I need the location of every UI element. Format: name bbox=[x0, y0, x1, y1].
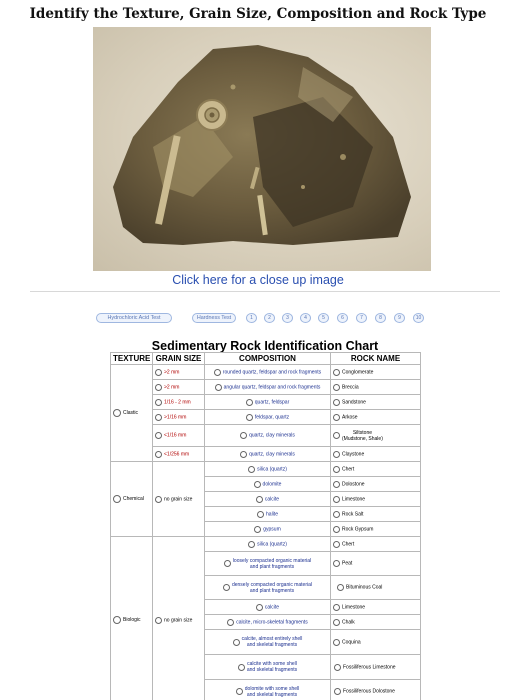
rock-cell: Rock Gypsum bbox=[331, 522, 421, 537]
grain-radio[interactable] bbox=[155, 384, 162, 391]
texture-biologic-cell: Biologic bbox=[111, 537, 153, 700]
rock-radio[interactable] bbox=[337, 584, 344, 591]
grain-radio[interactable] bbox=[155, 369, 162, 376]
rock-radio[interactable] bbox=[334, 688, 341, 695]
composition-cell: calcite with some shell and skeletal fragments bbox=[205, 655, 331, 680]
rock-cell: Limestone bbox=[331, 600, 421, 615]
composition-cell: silica (quartz) bbox=[205, 537, 331, 552]
composition-cell: calcite, almost entirely shell and skeletal fragments bbox=[205, 630, 331, 655]
page-3-button[interactable]: 3 bbox=[282, 313, 293, 323]
rock-cell: Dolostone bbox=[331, 477, 421, 492]
texture-chemical-radio[interactable] bbox=[113, 495, 121, 503]
composition-cell: dolomite bbox=[205, 477, 331, 492]
rock-cell: Fossiliferous Limestone bbox=[331, 655, 421, 680]
rock-radio[interactable] bbox=[333, 496, 340, 503]
header-texture: TEXTURE bbox=[111, 353, 153, 365]
rock-image bbox=[93, 27, 431, 271]
grain-radio[interactable] bbox=[155, 432, 162, 439]
composition-cell: dolomite with some shell and skeletal fragments bbox=[205, 680, 331, 700]
page-9-button[interactable]: 9 bbox=[394, 313, 405, 323]
grain-cell: >1/16 mm bbox=[153, 410, 205, 425]
rock-radio[interactable] bbox=[333, 399, 340, 406]
composition-cell: calcite bbox=[205, 600, 331, 615]
page-4-button[interactable]: 4 bbox=[300, 313, 311, 323]
rock-cell: Peat bbox=[331, 552, 421, 576]
grain-radio[interactable] bbox=[155, 496, 162, 503]
grain-cell: <1/16 mm bbox=[153, 425, 205, 447]
rock-radio[interactable] bbox=[333, 560, 340, 567]
page-2-button[interactable]: 2 bbox=[264, 313, 275, 323]
rock-cell: Fossiliferous Dolostone bbox=[331, 680, 421, 700]
rock-cell: Limestone bbox=[331, 492, 421, 507]
rock-cell: Rock Salt bbox=[331, 507, 421, 522]
identification-chart bbox=[110, 352, 421, 700]
page-6-button[interactable]: 6 bbox=[337, 313, 348, 323]
rock-radio[interactable] bbox=[333, 619, 340, 626]
texture-biologic-radio[interactable] bbox=[113, 616, 121, 624]
grain-radio[interactable] bbox=[155, 451, 162, 458]
divider bbox=[30, 291, 500, 292]
composition-cell: feldspar, quartz bbox=[205, 410, 331, 425]
rock-radio[interactable] bbox=[333, 432, 340, 439]
header-composition: COMPOSITION bbox=[205, 353, 331, 365]
rock-radio[interactable] bbox=[333, 541, 340, 548]
rock-radio[interactable] bbox=[333, 451, 340, 458]
chart-title: Sedimentary Rock Identification Chart bbox=[151, 339, 379, 353]
composition-cell: densely compacted organic material and plant fragments bbox=[205, 576, 331, 600]
rock-radio[interactable] bbox=[333, 369, 340, 376]
composition-radio[interactable] bbox=[214, 369, 221, 376]
page-5-button[interactable]: 5 bbox=[318, 313, 329, 323]
composition-cell: quartz, clay minerals bbox=[205, 425, 331, 447]
rock-radio[interactable] bbox=[333, 414, 340, 421]
composition-cell: loosely compacted organic material and plant fragments bbox=[205, 552, 331, 576]
page-10-button[interactable]: 10 bbox=[413, 313, 424, 323]
page-8-button[interactable]: 8 bbox=[375, 313, 386, 323]
composition-radio[interactable] bbox=[236, 688, 243, 695]
composition-radio[interactable] bbox=[256, 604, 263, 611]
grain-radio[interactable] bbox=[155, 414, 162, 421]
composition-radio[interactable] bbox=[240, 432, 247, 439]
rock-radio[interactable] bbox=[333, 466, 340, 473]
header-grain-size: GRAIN SIZE bbox=[153, 353, 205, 365]
hcl-test-button[interactable]: Hydrochloric Acid Test bbox=[96, 313, 172, 323]
rock-cell: Coquina bbox=[331, 630, 421, 655]
composition-radio[interactable] bbox=[254, 481, 261, 488]
rock-cell: Sandstone bbox=[331, 395, 421, 410]
hardness-test-button[interactable]: Hardness Test bbox=[192, 313, 236, 323]
rock-radio[interactable] bbox=[333, 511, 340, 518]
grain-cell: <1/256 mm bbox=[153, 447, 205, 462]
page-7-button[interactable]: 7 bbox=[356, 313, 367, 323]
composition-cell: gypsum bbox=[205, 522, 331, 537]
grain-radio[interactable] bbox=[155, 617, 162, 624]
composition-radio[interactable] bbox=[233, 639, 240, 646]
composition-cell: angular quartz, feldspar and rock fragments bbox=[205, 380, 331, 395]
rock-cell: Siltstone (Mudstone, Shale) bbox=[331, 425, 421, 447]
composition-radio[interactable] bbox=[256, 496, 263, 503]
composition-radio[interactable] bbox=[223, 584, 230, 591]
rock-cell: Chert bbox=[331, 537, 421, 552]
rock-cell: Conglomerate bbox=[331, 365, 421, 380]
grain-cell: no grain size bbox=[153, 537, 205, 700]
page-1-button[interactable]: 1 bbox=[246, 313, 257, 323]
header-rock-name: ROCK NAME bbox=[331, 353, 421, 365]
composition-radio[interactable] bbox=[246, 414, 253, 421]
composition-radio[interactable] bbox=[238, 664, 245, 671]
texture-clastic-cell: Clastic bbox=[111, 365, 153, 462]
rock-cell: Bituminous Coal bbox=[331, 576, 421, 600]
composition-radio[interactable] bbox=[248, 541, 255, 548]
rock-photo bbox=[93, 27, 431, 271]
rock-radio[interactable] bbox=[333, 639, 340, 646]
composition-cell: halite bbox=[205, 507, 331, 522]
texture-clastic-radio[interactable] bbox=[113, 409, 121, 417]
rock-cell: Chert bbox=[331, 462, 421, 477]
page-title: Identify the Texture, Grain Size, Composition and Rock Type bbox=[29, 6, 487, 22]
composition-radio[interactable] bbox=[246, 399, 253, 406]
grain-radio[interactable] bbox=[155, 399, 162, 406]
composition-cell: silica (quartz) bbox=[205, 462, 331, 477]
composition-cell: quartz, clay minerals bbox=[205, 447, 331, 462]
composition-radio[interactable] bbox=[254, 526, 261, 533]
grain-cell: >2 mm bbox=[153, 380, 205, 395]
rock-cell: Chalk bbox=[331, 615, 421, 630]
grain-cell: >2 mm bbox=[153, 365, 205, 380]
closeup-link[interactable]: Click here for a close up image bbox=[172, 273, 344, 287]
composition-radio[interactable] bbox=[240, 451, 247, 458]
composition-cell: quartz, feldspar bbox=[205, 395, 331, 410]
rock-radio[interactable] bbox=[333, 604, 340, 611]
rock-radio[interactable] bbox=[333, 384, 340, 391]
rock-cell: Breccia bbox=[331, 380, 421, 395]
composition-radio[interactable] bbox=[224, 560, 231, 567]
grain-cell: no grain size bbox=[153, 462, 205, 537]
composition-cell: calcite bbox=[205, 492, 331, 507]
rock-radio[interactable] bbox=[333, 481, 340, 488]
rock-radio[interactable] bbox=[333, 526, 340, 533]
composition-radio[interactable] bbox=[257, 511, 264, 518]
composition-radio[interactable] bbox=[248, 466, 255, 473]
composition-radio[interactable] bbox=[215, 384, 222, 391]
rock-cell: Claystone bbox=[331, 447, 421, 462]
rock-radio[interactable] bbox=[334, 664, 341, 671]
composition-cell: calcite, micro-skeletal fragments bbox=[205, 615, 331, 630]
grain-cell: 1/16 - 2 mm bbox=[153, 395, 205, 410]
composition-radio[interactable] bbox=[227, 619, 234, 626]
rock-cell: Arkose bbox=[331, 410, 421, 425]
texture-chemical-cell: Chemical bbox=[111, 462, 153, 537]
composition-cell: rounded quartz, feldspar and rock fragments bbox=[205, 365, 331, 380]
